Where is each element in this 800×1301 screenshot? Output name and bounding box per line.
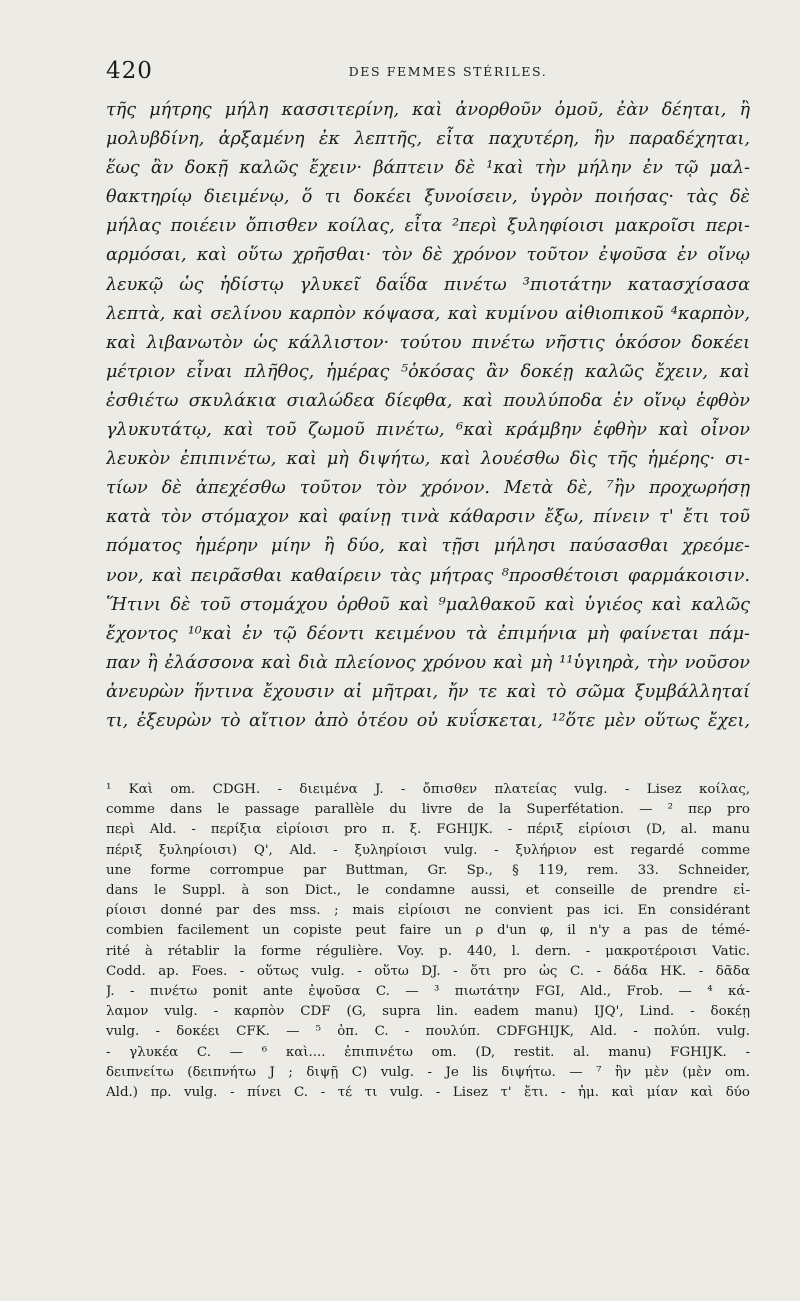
text-line: ἕως ἂν δοκῇ καλῶς ἔχειν· βάπτειν δὲ ¹καὶ τὴν μήλην ἐν τῷ μαλ- xyxy=(106,158,750,179)
footnote-line: Codd. ap. Foes. - οὕτως vulg. - οὕτω DJ. - ὅτι pro ὡς C. - δάδα HK. - δᾶδα xyxy=(106,963,750,979)
footnote-line: une forme corrompue par Buttman, Gr. Sp., § 119, rem. 33. Schneider, xyxy=(106,862,750,878)
footnotes xyxy=(106,780,750,1103)
text-line: μολυβδίνη, ἀρξαμένη ἐκ λεπτῆς, εἶτα παχυτέρη, ἣν παραδέχηται, xyxy=(106,129,750,150)
footnote-line: comme dans le passage parallèle du livre de la Superfétation. — ² περ pro xyxy=(106,802,750,818)
footnote-line: dans le Suppl. à son Dict., le condamne aussi, et conseille de prendre εἰ- xyxy=(106,883,750,898)
text-line: λευκὸν ἐπιπινέτω, καὶ μὴ διψήτω, καὶ λουέσθω δὶς τῆς ἡμέρης· σι- xyxy=(106,449,750,470)
text-line: λεπτὰ, καὶ σελίνου καρπὸν κόψασα, καὶ κυμίνου αἰθιοπικοῦ ⁴καρπὸν, xyxy=(106,303,750,324)
text-line: τίων δὲ ἀπεχέσθω τοῦτον τὸν χρόνον. Μετὰ δὲ, ⁷ἢν προχωρήσῃ xyxy=(106,478,750,499)
text-line: παν ἢ ἐλάσσονα καὶ διὰ πλείονος χρόνου καὶ μὴ ¹¹ὑγιηρὰ, τὴν νοῦσον xyxy=(106,652,750,673)
footnote-line: πέριξ ξυληρίοισι) Q', Ald. - ξυληρίοισι vulg. - ξυλήριον est regardé comme xyxy=(106,842,750,858)
text-line: καὶ λιβανωτὸν ὡς κάλλιστον· τούτου πινέτω νῆστις ὁκόσον δοκέει xyxy=(106,332,750,353)
running-title: DES FEMMES STÉRILES. xyxy=(348,64,548,79)
page-header xyxy=(106,54,750,88)
text-line: νον, καὶ πειρᾶσθαι καθαίρειν τὰς μήτρας ⁸προσθέτοισι φαρμάκοισιν. xyxy=(106,565,750,586)
footnote-line: ρίοισι donné par des mss. ; mais εἰρίοισι ne convient pas ici. En considérant xyxy=(106,903,750,919)
text-line: λευκῷ ὡς ἡδίστῳ γλυκεῖ δαΐδα πινέτω ³πιοτάτην κατασχίσασα xyxy=(106,274,750,295)
text-line: μήλας ποιέειν ὄπισθεν κοίλας, εἶτα ²περὶ ξυληφίοισι μακροῖσι περι- xyxy=(106,216,750,237)
page-number: 420 xyxy=(106,58,153,84)
text-line: ἐσθιέτω σκυλάκια σιαλώδεα δίεφθα, καὶ πουλύποδα ἐν οἴνῳ ἑφθὸν xyxy=(106,390,750,411)
footnote-line: περὶ Ald. - περίξια εἰρίοισι pro π. ξ. FGHIJK. - πέριξ εἰρίοισι (D, al. manu xyxy=(106,822,750,838)
text-line: τι, ἐξευρὼν τὸ αἴτιον ἀπὸ ὁτέου οὐ κυΐσκεται, ¹²ὅτε μὲν οὕτως ἔχει, xyxy=(106,710,750,731)
text-line: Ἥτινι δὲ τοῦ στομάχου ὀρθοῦ καὶ ⁹μαλθακοῦ καὶ ὑγιέος καὶ καλῶς xyxy=(106,594,750,615)
text-line: κατὰ τὸν στόμαχον καὶ φαίνῃ τινὰ κάθαρσιν ἔξω, πίνειν τ' ἔτι τοῦ xyxy=(106,507,750,528)
text-line: ἔχοντος ¹⁰καὶ ἐν τῷ δέοντι κειμένου τὰ ἐπιμήνια μὴ φαίνεται πάμ- xyxy=(106,623,750,644)
text-line: αρμόσαι, καὶ οὕτω χρῆσθαι· τὸν δὲ χρόνον τοῦτον ἐψοῦσα ἐν οἴνῳ xyxy=(106,245,750,266)
text-line: τῆς μήτρης μήλη κασσιτερίνη, καὶ ἀνορθοῦν ὁμοῦ, ἐὰν δέηται, ἢ xyxy=(106,100,750,120)
text-line: γλυκυτάτῳ, καὶ τοῦ ζωμοῦ πινέτω, ⁶καὶ κράμβην ἑφθὴν καὶ οἶνον xyxy=(106,420,750,441)
text-line: μέτριον εἶναι πλῆθος, ἡμέρας ⁵ὁκόσας ἂν δοκέῃ καλῶς ἔχειν, καὶ xyxy=(106,361,750,382)
footnote-line: λαμον vulg. - καρπὸν CDF (G, supra lin. eadem manu) IJQ', Lind. - δοκέῃ xyxy=(106,1004,750,1020)
footnote-line: rité à rétablir la forme régulière. Voy. p. 440, l. dern. - μακροτέροισι Vatic. xyxy=(106,943,750,959)
footnote-line: combien facilement un copiste peut faire un ρ d'un φ, il n'y a pas de témé- xyxy=(106,923,750,939)
footnote-line: Ald.) πρ. vulg. - πίνει C. - τέ τι vulg. - Lisez τ' ἔτι. - ἡμ. καὶ μίαν καὶ δύο xyxy=(106,1084,750,1100)
text-line: ἀνευρὼν ἥντινα ἔχουσιν αἱ μῆτραι, ἤν τε καὶ τὸ σῶμα ξυμβάλληταί xyxy=(106,681,750,702)
text-line: θακτηρίῳ διειμένῳ, ὅ τι δοκέει ξυνοίσειν, ὑγρὸν ποιήσας· τὰς δὲ xyxy=(106,187,750,208)
footnote-line: - γλυκέα C. — ⁶ καὶ.... ἐπιπινέτω om. (D, restit. al. manu) FGHIJK. - xyxy=(106,1044,750,1060)
footnote-line: ¹ Καὶ om. CDGH. - διειμένα J. - ὄπισθεν πλατείας vulg. - Lisez κοίλας, xyxy=(106,782,750,798)
main-text xyxy=(106,96,750,736)
footnote-line: J. - πινέτω ponit ante ἐψοῦσα C. — ³ πιωτάτην FGI, Ald., Frob. — ⁴ κά- xyxy=(106,983,750,999)
text-line: πόματος ἡμέρην μίην ἢ δύο, καὶ τῇσι μήλησι παύσασθαι χρεόμε- xyxy=(106,536,750,557)
footnote-line: δειπνείτω (δειπνήτω J ; διψῇ C) vulg. - Je lis διψήτω. — ⁷ ἢν μὲν (μὲν om. xyxy=(106,1064,750,1080)
footnote-line: vulg. - δοκέει CFK. — ⁵ ὁπ. C. - πουλύπ. CDFGHIJK, Ald. - πολύπ. vulg. xyxy=(106,1024,750,1040)
